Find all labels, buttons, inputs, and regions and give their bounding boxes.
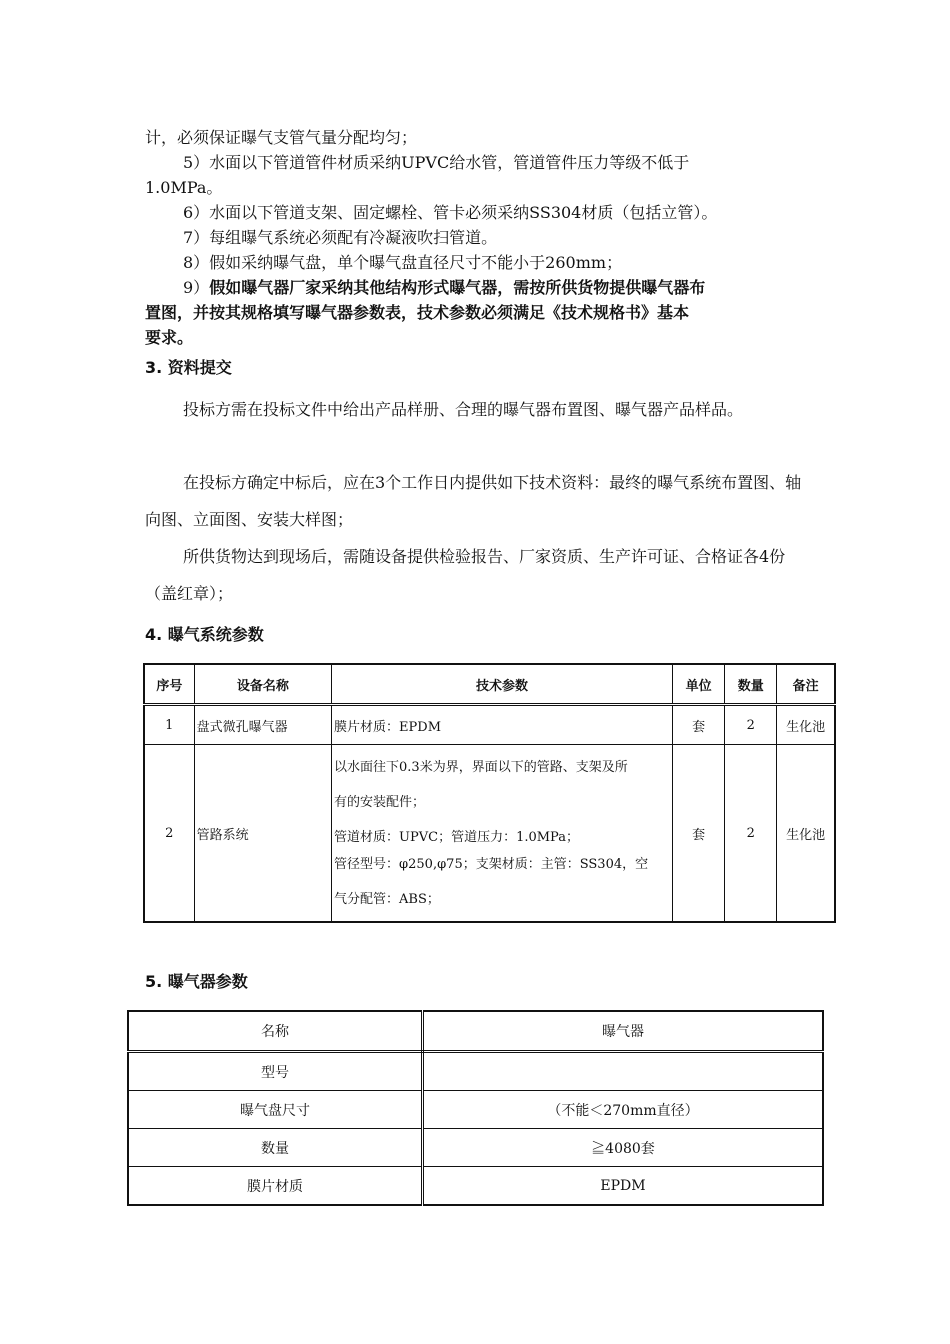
cell-unit: 套 <box>673 745 725 923</box>
header-params: 技术参数 <box>332 664 673 705</box>
cell-params <box>332 745 673 923</box>
intro-line-6: 8）假如采纳曝气盘，单个曝气盘直径尺寸不能小于260mm； <box>183 253 623 272</box>
bold-item-line-2: 置图，并按其规格填写曝气器参数表，技术参数必须满足《技术规格书》基本 <box>145 303 690 322</box>
intro-line-2: 5）水面以下管道管件材质采纳UPVC给水管，管道管件压力等级不低于 <box>183 153 690 172</box>
param-value: 曝气器 <box>423 1011 824 1052</box>
param-key: 曝气盘尺寸 <box>128 1091 423 1129</box>
intro-line-5: 7）每组曝气系统必须配有冷凝液吹扫管道。 <box>183 228 498 247</box>
bold-item-text-1: 假如曝气器厂家采纳其他结构形式曝气器，需按所供货物提供曝气器布 <box>209 278 706 297</box>
bold-item-line-1 <box>183 277 705 299</box>
header-name: 设备名称 <box>194 664 331 705</box>
param-line: 气分配管：ABS； <box>334 891 440 907</box>
cell-no: 2 <box>144 745 194 923</box>
table-row <box>128 1091 823 1129</box>
cell-no: 1 <box>144 705 194 745</box>
cell-note: 生化池 <box>777 745 835 923</box>
param-value <box>423 1052 824 1091</box>
cell-qty: 2 <box>725 705 777 745</box>
table-header-row <box>144 664 835 705</box>
cell-qty: 2 <box>725 745 777 923</box>
cell-name: 管路系统 <box>194 745 331 923</box>
param-value: （不能＜270mm直径） <box>423 1091 824 1129</box>
param-line: 管道材质：UPVC；管道压力：1.0MPa； <box>334 829 579 845</box>
table-row <box>128 1167 823 1206</box>
intro-line-3: 1.0MPa。 <box>145 178 223 197</box>
cell-note: 生化池 <box>777 705 835 745</box>
section-3-title: 3. 资料提交 <box>145 358 232 377</box>
table-row <box>128 1129 823 1167</box>
aerator-parameter-table <box>127 1010 824 1206</box>
section-4-title: 4. 曝气系统参数 <box>145 625 264 644</box>
param-value: EPDM <box>423 1167 824 1206</box>
header-note: 备注 <box>777 664 835 705</box>
table-row <box>144 705 835 745</box>
param-value: ≧4080套 <box>423 1129 824 1167</box>
bold-item-line-3: 要求。 <box>145 328 194 347</box>
cell-unit: 套 <box>673 705 725 745</box>
header-no: 序号 <box>144 664 194 705</box>
section-5-title: 5. 曝气器参数 <box>145 972 248 991</box>
intro-line-1: 计，必须保证曝气支管气量分配均匀； <box>145 128 418 147</box>
param-key: 数量 <box>128 1129 423 1167</box>
section-3-paragraph-2: 在投标方确定中标后，应在3个工作日内提供如下技术资料：最终的曝气系统布置图、轴向图、立面图、安装大样图； <box>145 473 802 529</box>
param-key: 膜片材质 <box>128 1167 423 1206</box>
aeration-system-table <box>143 663 836 923</box>
cell-name: 盘式微孔曝气器 <box>194 705 331 745</box>
cell-params: 膜片材质：EPDM <box>332 705 673 745</box>
param-key: 型号 <box>128 1052 423 1091</box>
param-line: 有的安装配件； <box>334 794 426 810</box>
header-unit: 单位 <box>673 664 725 705</box>
param-key: 名称 <box>128 1011 423 1052</box>
section-3-paragraph-3: 所供货物达到现场后，需随设备提供检验报告、厂家资质、生产许可证、合格证各4份（盖红章）； <box>145 547 786 603</box>
header-qty: 数量 <box>725 664 777 705</box>
param-line: 以水面往下0.3米为界，界面以下的管路、支架及所 <box>334 759 628 775</box>
param-line: 管径型号：φ250,φ75；支架材质：主管：SS304，空 <box>334 856 649 872</box>
bold-item-lead: 9） <box>183 278 210 297</box>
table-row <box>128 1052 823 1091</box>
table-row <box>128 1011 823 1052</box>
intro-line-4: 6）水面以下管道支架、固定螺栓、管卡必须采纳SS304材质（包括立管）。 <box>183 203 718 222</box>
table-row <box>144 745 835 923</box>
section-3-paragraph-1: 投标方需在投标文件中给出产品样册、合理的曝气器布置图、曝气器产品样品。 <box>183 400 744 419</box>
